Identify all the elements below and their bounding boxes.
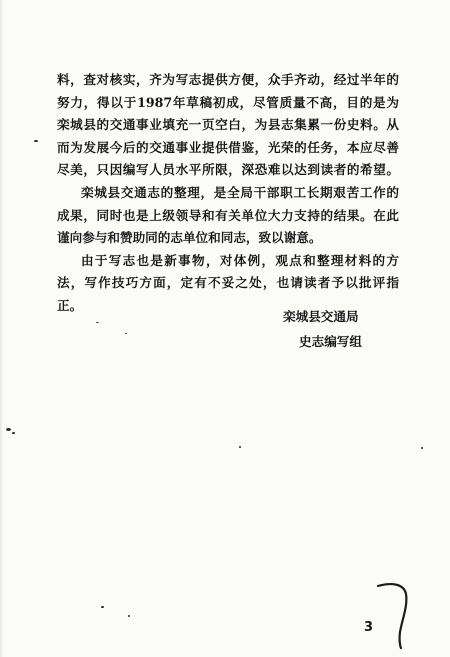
body-text [57,69,399,318]
scan-speck [239,446,241,448]
handwritten-bracket-mark [370,580,420,650]
text-line: 努力，得以于1987年草稿初成，尽管质量不高，目的是为 [57,94,399,110]
scan-speck [6,428,11,431]
text-line: 栾城县交通志的整理，是全局干部职工长期艰苦工作的 [81,184,399,200]
scan-speck [101,606,104,608]
text-line: 由于写志也是新事物，对体例，观点和整理材料的方 [81,252,399,268]
text-line: 栾城县的交通事业填充一页空白，为县志集累一份史料。从 [57,117,399,133]
scan-speck [421,447,423,449]
scan-speck [125,333,127,334]
text-line: 谨向参与和赞助同的志单位和同志，致以谢意。 [57,230,322,246]
signature-organization: 栾城县交通局 [283,309,359,324]
text-line: 正。 [57,297,83,313]
signature-group: 史志编写组 [299,334,362,349]
scan-speck [128,615,130,617]
scan-edge-shadow [0,0,3,657]
scan-speck [12,432,15,434]
scan-speck [96,322,99,323]
text-line: 尽美，只因编写人员水平所限，深恐难以达到读者的希望。 [57,162,399,178]
scan-speck [34,140,38,142]
page-number: 3 [364,620,374,635]
text-line: 成果，同时也是上级领导和有关单位大力支持的结果。在此 [57,207,399,223]
text-line: 料，查对核实，齐为写志提供方便，众手齐动，经过半年的 [57,72,399,87]
text-line: 法，写作技巧方面，定有不妥之处，也请读者予以批评指 [57,275,399,291]
text-line: 而为发展今后的交通事业提供借鉴，光荣的任务，本应尽善 [57,139,399,155]
